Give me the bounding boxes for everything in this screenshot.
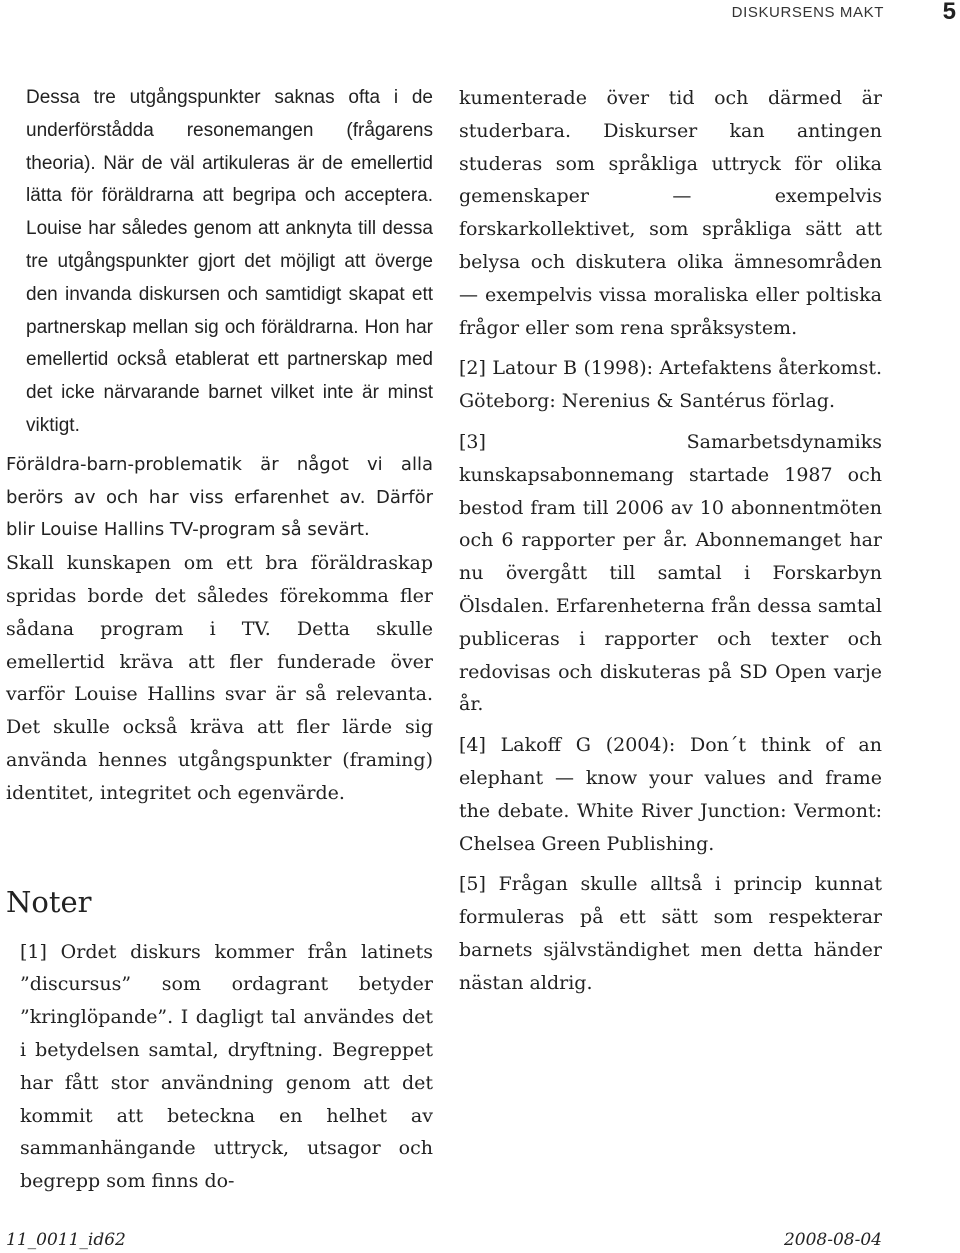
note-1: [1] Ordet diskurs kommer från latinets ”discursus” som ordagrant betyder ”kringlöpande”. I dagligt tal användes det i betydelsen samtal, dryftning. Begreppet har fått stor användning genom att det kommit att beteckna en helhet av sammanhängande uttryck, utsagor och begrepp som finns do- [20,940,433,1193]
note-1-continued: kumenterade över tid och därmed är studerbara. Diskurser kan antingen studeras som språkliga uttryck för olika gemenskaper — exempelvis forskarkollektivet, som språkliga sätt att belysa och diskutera olika ämnesområden — exempelvis vissa moraliska eller poltiska frågor eller som rena språksystem. [459,87,882,339]
paragraph-body-sans: Föräldra-barn-problematik är något vi alla berörs av och har viss erfarenhet av. Därför blir Louise Hallins TV-program så sevärt. [6,453,433,541]
running-title: DISKURSENS MAKT [731,4,884,21]
file-id: 11_0011_id62 [6,1230,126,1250]
notes-heading: Noter [6,884,92,919]
note-3: [3] Samarbetsdynamiks kunskapsabonnemang startade 1987 och bestod fram till 2006 av 10 abonnentmöten och 6 rapporter per år. Abonnemanget har nu övergått till samtal i Forskarbyn Ölsdalen. Erfarenheterna från dessa samtal publiceras i rapporter och texter och redovisas och diskuteras på SD Open varje år. [459,430,882,716]
page-number: 5 [942,0,956,25]
print-date: 2008-08-04 [783,1230,882,1250]
page-header [0,0,960,28]
left-column [6,82,433,1198]
right-column [459,82,882,1008]
note-2: [2] Latour B (1998): Artefaktens återkomst. Göteborg: Nerenius & Santérus förlag. [459,357,882,413]
note-4: [4] Lakoff G (2004): Don´t think of an elephant — know your values and frame the debate. White River Junction: Vermont: Chelsea Green Publishing. [459,734,882,855]
paragraph-body-serif: Skall kunskapen om ett bra föräldraskap spridas borde det således förekomma fler sådana program i TV. Detta skulle emellertid kräva att fler funderade över varför Louise Hallins svar är så relevanta. Det skulle också kräva att fler lärde sig använda hennes utgångspunkter (framing) identitet, integritet och egenvärde. [6,552,433,804]
page-footer [0,1230,960,1253]
note-5: [5] Frågan skulle alltså i princip kunnat formuleras på ett sätt som respekterar barnets självständighet men detta händer nästan aldrig. [459,873,882,994]
paragraph-intro: Dessa tre utgångspunkter saknas ofta i de underförstådda resonemangen (frågarens theoria). När de väl artikuleras är de emellertid lätta för föräldrarna att begripa och acceptera. Louise har således genom att anknyta till dessa tre utgångspunkter gjort det möjligt att överge den invanda diskursen och samtidigt skapat ett partnerskap mellan sig och föräldrarna. Hon har emellertid också etablerat ett partnerskap med det icke närvarande barnet vilket inte är minst viktigt. [26,87,433,436]
